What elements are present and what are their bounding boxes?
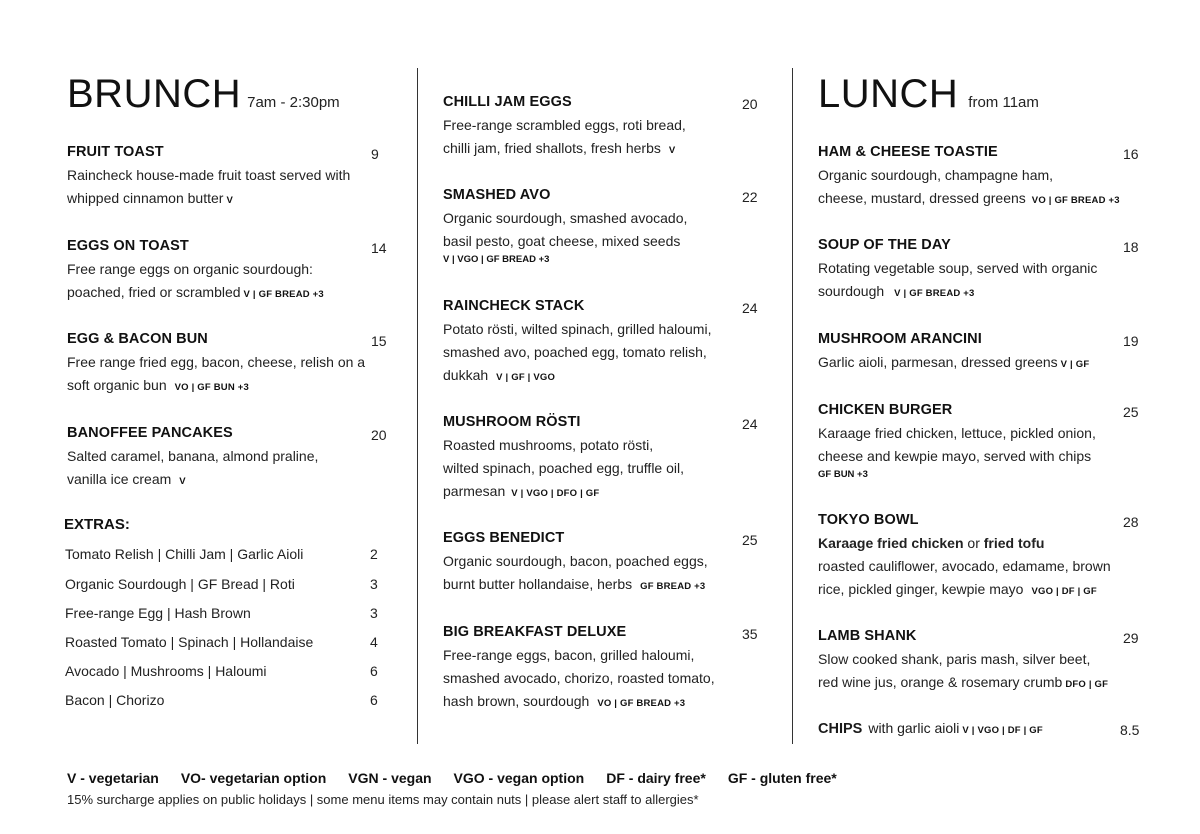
dietary-tag: V | GF | VGO [496,372,556,383]
item-price: 22 [742,189,758,205]
item-name: CHILLI JAM EGGS [443,94,572,110]
item-name: SOUP OF THE DAY [818,237,951,253]
menu-item-tokyo-bowl [818,512,1143,603]
item-description: Free-range eggs, bacon, grilled haloumi, smashed avocado, chorizo, roasted tomato, hash brown, sourdough VO | GF BREAD +3 [443,647,715,709]
item-name: HAM & CHEESE TOASTIE [818,144,998,160]
extra-row: Free-range Egg | Hash Brown [65,605,251,621]
item-price: 18 [1123,239,1139,255]
item-description: Potato rösti, wilted spinach, grilled haloumi, smashed avo, poached egg, tomato relish, dukkah V | GF | VGO [443,321,712,383]
item-name: EGGS BENEDICT [443,530,565,546]
dietary-tag: VGO | DF | GF [1031,586,1097,597]
item-price: 24 [742,416,758,432]
item-name: LAMB SHANK [818,628,917,644]
lunch-title: LUNCH [818,72,959,116]
legend-item: DF - dairy free* [606,770,706,786]
lunch-hours: from 11am [968,94,1039,111]
divider-left [417,68,418,744]
item-description: Organic sourdough, champagne ham, cheese, mustard, dressed greens VO | GF BREAD +3 [818,167,1120,206]
dietary-tag: GF BREAD +3 [640,581,706,592]
brunch-header [67,72,340,117]
item-price: 15 [371,333,387,349]
legend-item: V - vegetarian [67,770,159,786]
item-price: 24 [742,300,758,316]
menu-item-smashed-avo [443,187,763,267]
item-name: FRUIT TOAST [67,144,164,160]
item-description: Rotating vegetable soup, served with organic sourdough V | GF BREAD +3 [818,260,1098,299]
item-description: Slow cooked shank, paris mash, silver beet, red wine jus, orange & rosemary crumb DFO | GF [818,651,1109,690]
dietary-tag: V [668,145,676,156]
menu-item-eggs-benedict [443,530,763,598]
item-description: Organic sourdough, bacon, poached eggs, burnt butter hollandaise, herbs GF BREAD +3 [443,553,708,592]
lunch-header [818,72,1039,117]
item-description: Free range eggs on organic sourdough: poached, fried or scrambled V | GF BREAD +3 [67,261,324,300]
menu-item-mushroom-rosti [443,414,763,505]
item-name: EGGS ON TOAST [67,238,189,254]
extra-price: 3 [370,576,378,592]
item-description: with garlic aioli [868,720,960,736]
item-name: BANOFFEE PANCAKES [67,425,233,441]
item-price: 20 [371,427,387,443]
extra-price: 3 [370,605,378,621]
extra-row: Roasted Tomato | Spinach | Hollandaise [65,634,314,650]
item-price: 14 [371,240,387,256]
dietary-tag: V | GF [1060,359,1090,370]
menu-item-chilli-jam-eggs [443,94,763,162]
dietary-tag: VO | GF BREAD +3 [1031,195,1120,206]
menu-item-chips [818,720,1140,738]
dietary-tag: V | GF BREAD +3 [243,289,324,300]
divider-right [792,68,793,744]
item-name: BIG BREAKFAST DELUXE [443,624,627,640]
item-price: 25 [1123,404,1139,420]
item-description: Free range fried egg, bacon, cheese, relish on a soft organic bun VO | GF BUN +3 [67,354,366,393]
item-price: 19 [1123,333,1139,349]
menu-item-eggs-on-toast [67,238,387,306]
dietary-tag: V | VGO | DFO | GF [511,488,600,499]
dietary-tag: V | GF BREAD +3 [894,288,975,299]
item-description: Organic sourdough, smashed avocado, basil pesto, goat cheese, mixed seeds V | VGO | GF BREAD +3 [443,207,763,267]
menu-item-egg-bacon-bun [67,331,387,399]
legend-item: VGN - vegan [348,770,432,786]
menu-item-banoffee-pancakes [67,425,387,493]
item-description: Garlic aioli, parmesan, dressed greens V | GF [818,354,1090,370]
item-name: TOKYO BOWL [818,512,919,528]
extra-price: 2 [370,546,378,562]
item-name: MUSHROOM ARANCINI [818,331,982,347]
item-price: 35 [742,626,758,642]
item-description: Karaage fried chicken or fried tofu roasted cauliflower, avocado, edamame, brown rice, pickled ginger, kewpie mayo VGO | DF | GF [818,535,1111,597]
menu-item-ham-cheese-toastie [818,144,1143,212]
item-name: CHIPS [818,721,863,737]
menu-item-lamb-shank [818,628,1143,696]
dietary-tag: V [179,476,186,487]
item-name: EGG & BACON BUN [67,331,208,347]
item-description: Raincheck house-made fruit toast served with whipped cinnamon butter V [67,167,351,206]
menu-item-fruit-toast [67,144,387,212]
item-name: RAINCHECK STACK [443,298,585,314]
item-name: SMASHED AVO [443,187,551,203]
dietary-tag: V | VGO | DF | GF [962,725,1043,736]
brunch-title: BRUNCH [67,72,242,116]
item-price: 20 [742,96,758,112]
dietary-tag: VO | GF BUN +3 [174,382,249,393]
item-description: Free-range scrambled eggs, roti bread, chilli jam, fried shallots, fresh herbs V [443,117,686,156]
item-price: 8.5 [1120,722,1140,738]
dietary-tag: V | VGO | GF BREAD +3 [443,254,550,265]
item-description: Karaage fried chicken, lettuce, pickled onion, cheese and kewpie mayo, served with chips GF BUN +3 [818,422,1143,482]
dietary-legend [67,770,859,786]
extra-row: Avocado | Mushrooms | Haloumi [65,663,267,679]
item-description: Salted caramel, banana, almond praline, vanilla ice cream V [67,448,319,487]
dietary-tag: V [226,195,233,206]
brunch-hours: 7am - 2:30pm [247,94,340,111]
footnote: 15% surcharge applies on public holidays | some menu items may contain nuts | please alert staff to allergies* [67,792,699,807]
extras-title: EXTRAS: [64,516,130,533]
item-price: 16 [1123,146,1139,162]
extra-price: 4 [370,634,378,650]
item-price: 9 [371,146,379,162]
extra-row: Tomato Relish | Chilli Jam | Garlic Aioli [65,546,304,562]
legend-item: VO- vegetarian option [180,770,327,786]
item-price: 25 [742,532,758,548]
menu-item-big-breakfast-deluxe [443,624,763,715]
legend-item: VGO - vegan option [453,770,585,786]
legend-item: GF - gluten free* [727,770,837,786]
extra-price: 6 [370,692,378,708]
dietary-tag: DFO | GF [1065,679,1109,690]
extra-row: Organic Sourdough | GF Bread | Roti [65,576,295,592]
item-description: Roasted mushrooms, potato rösti, wilted spinach, poached egg, truffle oil, parmesan V | VGO | DFO | GF [443,437,685,499]
extra-price: 6 [370,663,378,679]
menu-item-raincheck-stack [443,298,763,389]
dietary-tag: GF BUN +3 [818,469,868,480]
item-name: MUSHROOM RÖSTI [443,414,581,430]
item-name: CHICKEN BURGER [818,402,953,418]
dietary-tag: VO | GF BREAD +3 [597,698,686,709]
menu-item-chicken-burger [818,402,1143,482]
extra-row: Bacon | Chorizo [65,692,165,708]
menu-item-soup-of-the-day [818,237,1143,305]
item-price: 29 [1123,630,1139,646]
item-price: 28 [1123,514,1139,530]
menu-item-mushroom-arancini [818,331,1143,376]
